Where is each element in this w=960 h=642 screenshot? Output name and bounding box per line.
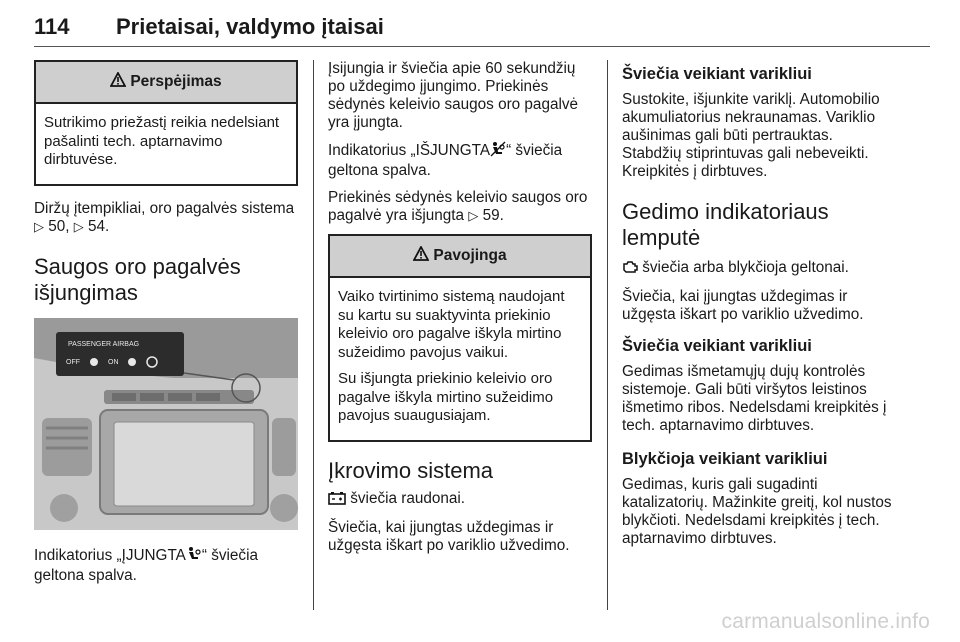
- airbag-on-icon: [186, 546, 202, 567]
- flashing-text: Gedimas, kuris gali sugadinti katalizatorių. Mažinkite greitį, kol nustos blykčioti. Nedelsdami kreipkitės į tech. aptarnavimo dirbtuves.: [622, 476, 892, 547]
- reference-link[interactable]: 54.: [88, 217, 110, 235]
- airbag-indicator-photo: [34, 318, 298, 530]
- column-left: [34, 60, 298, 594]
- mil-text: šviečia arba blykčioja geltonai.: [642, 259, 849, 276]
- reference-link[interactable]: 50,: [48, 217, 70, 235]
- warning-title: Perspėjimas: [130, 73, 222, 90]
- warning-text: Sutrikimo priežastį reikia nedelsiant pašalinti tech. aptarnavimo dirbtuvėse.: [44, 114, 280, 168]
- reference-arrow-icon: ▷: [468, 208, 479, 223]
- indicator-on-text: Indikatorius „ĮJUNGTA: [34, 546, 186, 564]
- indicator-on-paragraph: [34, 546, 298, 585]
- column-middle: [328, 60, 592, 564]
- airbag-on-paragraph: Įsijungia ir šviečia apie 60 sekundžių po uždegimo įjungimo. Priekinės sėdynės keleivio saugos oro pagalvė yra įjungta.: [328, 60, 579, 131]
- running-text-1: Sustokite, išjunkite variklį. Automobilio akumuliatorius nekraunamas. Variklio aušinimas gali būti pertrauktas. Stabdžių stiprintuvas gali nebeveikti. Kreipkitės į dirbtuves.: [622, 91, 880, 180]
- danger-title: Pavojinga: [433, 247, 507, 264]
- indicator-off-text: Indikatorius „IŠJUNGTA: [328, 142, 491, 159]
- watermark: carmanualsonline.info: [721, 610, 930, 633]
- photo-label: PASSENGER AIRBAG: [68, 340, 140, 348]
- danger-text-1: Vaiko tvirtinimo sistemą naudojant su kartu su suaktyvinta priekinio keleivio oro pagalve iškyla mirtino sužeidimo pavojus vaikui.: [338, 288, 565, 361]
- malfunction-title: Gedimo indikatoriaus lemputė: [622, 199, 829, 250]
- column-divider: [313, 60, 314, 610]
- danger-text-2: Su išjungta priekinio keleivio oro pagalve iškyla mirtino sužeidimo pavojus suaugusiajam.: [338, 370, 554, 424]
- running-text-2: Gedimas išmetamųjų dujų kontrolės sistemoje. Gali būti viršytos leistinos išmetimo ribos. Nedelsdami kreipkitės į tech. aptarnavimo dirbtuves.: [622, 363, 887, 434]
- column-divider: [607, 60, 608, 610]
- section-title: Saugos oro pagalvės išjungimas: [34, 253, 241, 305]
- seat-belt-text: Diržų įtempikliai, oro pagalvės sistema: [34, 199, 295, 217]
- page-header: [34, 6, 930, 47]
- charging-paragraph-2: Šviečia, kai įjungtas uždegimas ir užgęsta iškart po variklio užvedimo.: [328, 518, 570, 554]
- photo-off: OFF: [66, 358, 80, 366]
- airbag-off-icon: [90, 358, 98, 366]
- warning-header: [36, 62, 296, 104]
- charging-paragraph: [328, 490, 592, 510]
- running-heading-2: Šviečia veikiant varikliui: [622, 337, 812, 355]
- reference-arrow-icon: ▷: [34, 218, 44, 234]
- airbag-off-paragraph: [328, 189, 592, 225]
- charging-text: šviečia raudonai.: [350, 489, 466, 507]
- photo-on: ON: [108, 358, 119, 366]
- danger-box: [328, 234, 592, 442]
- warning-triangle-icon: [413, 246, 429, 266]
- airbag-off-icon: [490, 141, 506, 162]
- battery-icon: [328, 491, 346, 510]
- seat-belt-paragraph: [34, 200, 298, 236]
- flashing-heading: Blykčioja veikiant varikliui: [622, 450, 828, 468]
- danger-header: [330, 236, 590, 278]
- column-right: [622, 60, 892, 557]
- charging-title: Įkrovimo sistema: [328, 457, 494, 483]
- mil-paragraph: [622, 259, 892, 279]
- reference-arrow-icon: ▷: [73, 218, 84, 234]
- warning-triangle-icon: [110, 72, 126, 92]
- indicator-off-paragraph: [328, 141, 592, 180]
- engine-icon: [622, 260, 638, 279]
- running-heading-1: Šviečia veikiant varikliui: [622, 65, 812, 83]
- indicator-off-suffix: “ šviečia geltona spalva.: [328, 142, 563, 179]
- page-title: Prietaisai, valdymo įtaisai: [116, 14, 384, 39]
- airbag-on-icon: [128, 358, 136, 366]
- warning-box: [34, 60, 298, 186]
- mil-paragraph-2: Šviečia, kai įjungtas uždegimas ir užgęsta iškart po variklio užvedimo.: [622, 288, 864, 323]
- airbag-off-text: Priekinės sėdynės keleivio saugos oro pagalvė yra išjungta: [328, 189, 588, 224]
- reference-link[interactable]: 59.: [482, 207, 504, 224]
- indicator-on-suffix: “ šviečia geltona spalva.: [34, 546, 258, 584]
- page-number: 114: [34, 14, 70, 39]
